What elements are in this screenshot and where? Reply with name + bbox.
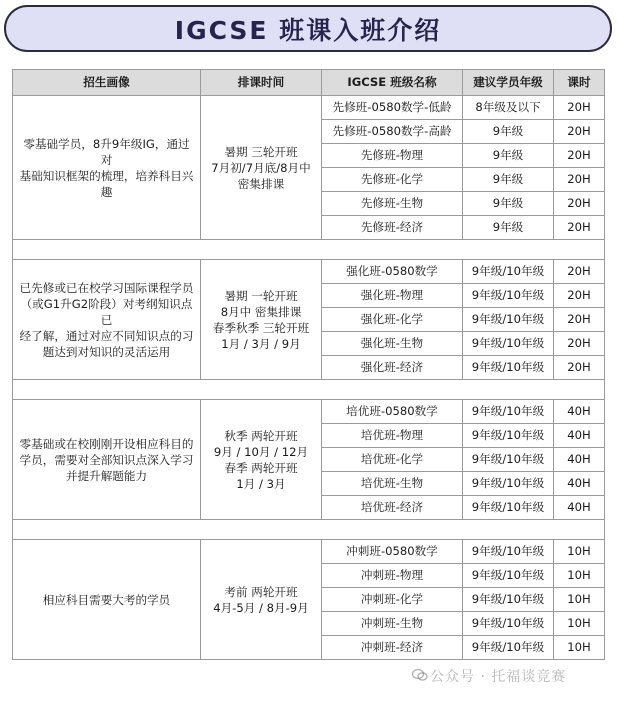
class-name-cell: 强化班-0580数学 xyxy=(322,260,463,284)
hours-cell: 10H xyxy=(554,612,605,636)
class-name-cell: 冲刺班-生物 xyxy=(322,612,463,636)
class-name-cell: 先修班-0580数学-低龄 xyxy=(322,96,463,120)
separator-cell xyxy=(13,520,605,540)
grade-cell: 9年级 xyxy=(463,168,554,192)
grade-cell: 9年级/10年级 xyxy=(463,332,554,356)
profile-line: 零基础或在校刚刚开设相应科目的 xyxy=(19,436,194,451)
class-name-cell: 强化班-生物 xyxy=(322,332,463,356)
grade-cell: 9年级/10年级 xyxy=(463,472,554,496)
grade-cell: 9年级/10年级 xyxy=(463,260,554,284)
class-name-cell: 培优班-0580数学 xyxy=(322,400,463,424)
class-name-cell: 冲刺班-化学 xyxy=(322,588,463,612)
hours-cell: 10H xyxy=(554,588,605,612)
hours-cell: 20H xyxy=(554,96,605,120)
class-name-cell: 冲刺班-物理 xyxy=(322,564,463,588)
profile-line: 零基础学员，8升9年级IG，通过对 xyxy=(23,136,190,167)
grade-cell: 9年级/10年级 xyxy=(463,636,554,660)
hours-cell: 10H xyxy=(554,540,605,564)
class-name-cell: 强化班-物理 xyxy=(322,284,463,308)
profile-line: 经了解，通过对应不同知识点的习 xyxy=(19,328,194,343)
schedule-line: 9月 / 10月 / 12月 xyxy=(213,444,309,459)
header-class-name: IGCSE 班级名称 xyxy=(322,70,463,96)
profile-line: 已先修或已在校学习国际课程学员 xyxy=(19,280,194,295)
group-separator-row xyxy=(13,380,605,400)
schedule-cell xyxy=(201,540,322,660)
hours-cell: 20H xyxy=(554,120,605,144)
class-name-cell: 培优班-经济 xyxy=(322,496,463,520)
header-hours: 课时 xyxy=(554,70,605,96)
group-separator-row xyxy=(13,520,605,540)
grade-cell: 9年级/10年级 xyxy=(463,588,554,612)
header-schedule: 排课时间 xyxy=(201,70,322,96)
grade-cell: 9年级/10年级 xyxy=(463,424,554,448)
hours-cell: 40H xyxy=(554,472,605,496)
schedule-cell xyxy=(201,400,322,520)
schedule-line: 春季 两轮开班 xyxy=(224,460,298,475)
grade-cell: 9年级/10年级 xyxy=(463,356,554,380)
page-title: IGCSE 班课入班介绍 xyxy=(4,5,612,52)
schedule-line: 7月初/7月底/8月中 xyxy=(211,160,311,175)
profile-line: 趣 xyxy=(100,184,113,199)
grade-cell: 9年级 xyxy=(463,120,554,144)
hours-cell: 20H xyxy=(554,168,605,192)
schedule-line: 1月 / 3月 xyxy=(236,476,286,491)
hours-cell: 10H xyxy=(554,636,605,660)
class-name-cell: 强化班-化学 xyxy=(322,308,463,332)
separator-cell xyxy=(13,380,605,400)
class-name-cell: 冲刺班-0580数学 xyxy=(322,540,463,564)
grade-cell: 9年级/10年级 xyxy=(463,308,554,332)
schedule-line: 1月 / 3月 / 9月 xyxy=(221,336,301,351)
grade-cell: 9年级 xyxy=(463,216,554,240)
separator-cell xyxy=(13,240,605,260)
schedule-cell xyxy=(201,96,322,240)
class-name-cell: 培优班-化学 xyxy=(322,448,463,472)
hours-cell: 20H xyxy=(554,332,605,356)
table-row xyxy=(13,540,605,564)
profile-cell xyxy=(13,260,201,380)
profile-line: 并提升解题能力 xyxy=(65,468,148,483)
grade-cell: 9年级 xyxy=(463,192,554,216)
table-row xyxy=(13,400,605,424)
hours-cell: 10H xyxy=(554,564,605,588)
class-name-cell: 先修班-0580数学-高龄 xyxy=(322,120,463,144)
grade-cell: 9年级/10年级 xyxy=(463,496,554,520)
grade-cell: 9年级/10年级 xyxy=(463,448,554,472)
hours-cell: 20H xyxy=(554,144,605,168)
class-name-cell: 先修班-化学 xyxy=(322,168,463,192)
hours-cell: 20H xyxy=(554,192,605,216)
profile-cell xyxy=(13,96,201,240)
profile-line: 题达到对知识的灵活运用 xyxy=(42,344,171,359)
table-body xyxy=(13,96,605,660)
profile-line: 学员，需要对全部知识点深入学习 xyxy=(19,452,194,467)
grade-cell: 9年级/10年级 xyxy=(463,284,554,308)
header-grade: 建议学员年级 xyxy=(463,70,554,96)
profile-cell xyxy=(13,400,201,520)
profile-line: （或G1升G2阶段）对考纲知识点已 xyxy=(20,296,193,327)
table-row xyxy=(13,260,605,284)
grade-cell: 8年级及以下 xyxy=(463,96,554,120)
hours-cell: 40H xyxy=(554,496,605,520)
schedule-line: 考前 两轮开班 xyxy=(224,584,298,599)
schedule-line: 密集排课 xyxy=(237,176,285,191)
schedule-line: 暑期 三轮开班 xyxy=(224,144,298,159)
class-name-cell: 强化班-经济 xyxy=(322,356,463,380)
table-row xyxy=(13,96,605,120)
hours-cell: 40H xyxy=(554,400,605,424)
class-name-cell: 先修班-经济 xyxy=(322,216,463,240)
hours-cell: 20H xyxy=(554,356,605,380)
grade-cell: 9年级/10年级 xyxy=(463,564,554,588)
profile-cell xyxy=(13,540,201,660)
hours-cell: 20H xyxy=(554,308,605,332)
schedule-line: 春季秋季 三轮开班 xyxy=(212,320,310,335)
grade-cell: 9年级/10年级 xyxy=(463,612,554,636)
hours-cell: 20H xyxy=(554,216,605,240)
profile-line: 相应科目需要大考的学员 xyxy=(42,592,171,607)
profile-line: 基础知识框架的梳理，培养科目兴 xyxy=(19,168,194,183)
course-table xyxy=(12,69,605,660)
grade-cell: 9年级 xyxy=(463,144,554,168)
hours-cell: 40H xyxy=(554,448,605,472)
header-profile: 招生画像 xyxy=(13,70,201,96)
group-separator-row xyxy=(13,240,605,260)
schedule-line: 暑期 一轮开班 xyxy=(224,288,298,303)
grade-cell: 9年级/10年级 xyxy=(463,400,554,424)
class-name-cell: 先修班-物理 xyxy=(322,144,463,168)
watermark-text: 公众号 · 托福谈竞赛 xyxy=(430,669,567,685)
table-header-row xyxy=(13,70,605,96)
hours-cell: 20H xyxy=(554,284,605,308)
schedule-line: 秋季 两轮开班 xyxy=(224,428,298,443)
wechat-icon xyxy=(412,668,428,682)
class-name-cell: 培优班-物理 xyxy=(322,424,463,448)
class-name-cell: 先修班-生物 xyxy=(322,192,463,216)
class-name-cell: 培优班-生物 xyxy=(322,472,463,496)
hours-cell: 20H xyxy=(554,260,605,284)
grade-cell: 9年级/10年级 xyxy=(463,540,554,564)
schedule-line: 4月-5月 / 8月-9月 xyxy=(213,600,309,615)
hours-cell: 40H xyxy=(554,424,605,448)
class-name-cell: 冲刺班-经济 xyxy=(322,636,463,660)
schedule-line: 8月中 密集排课 xyxy=(220,304,302,319)
schedule-cell xyxy=(201,260,322,380)
